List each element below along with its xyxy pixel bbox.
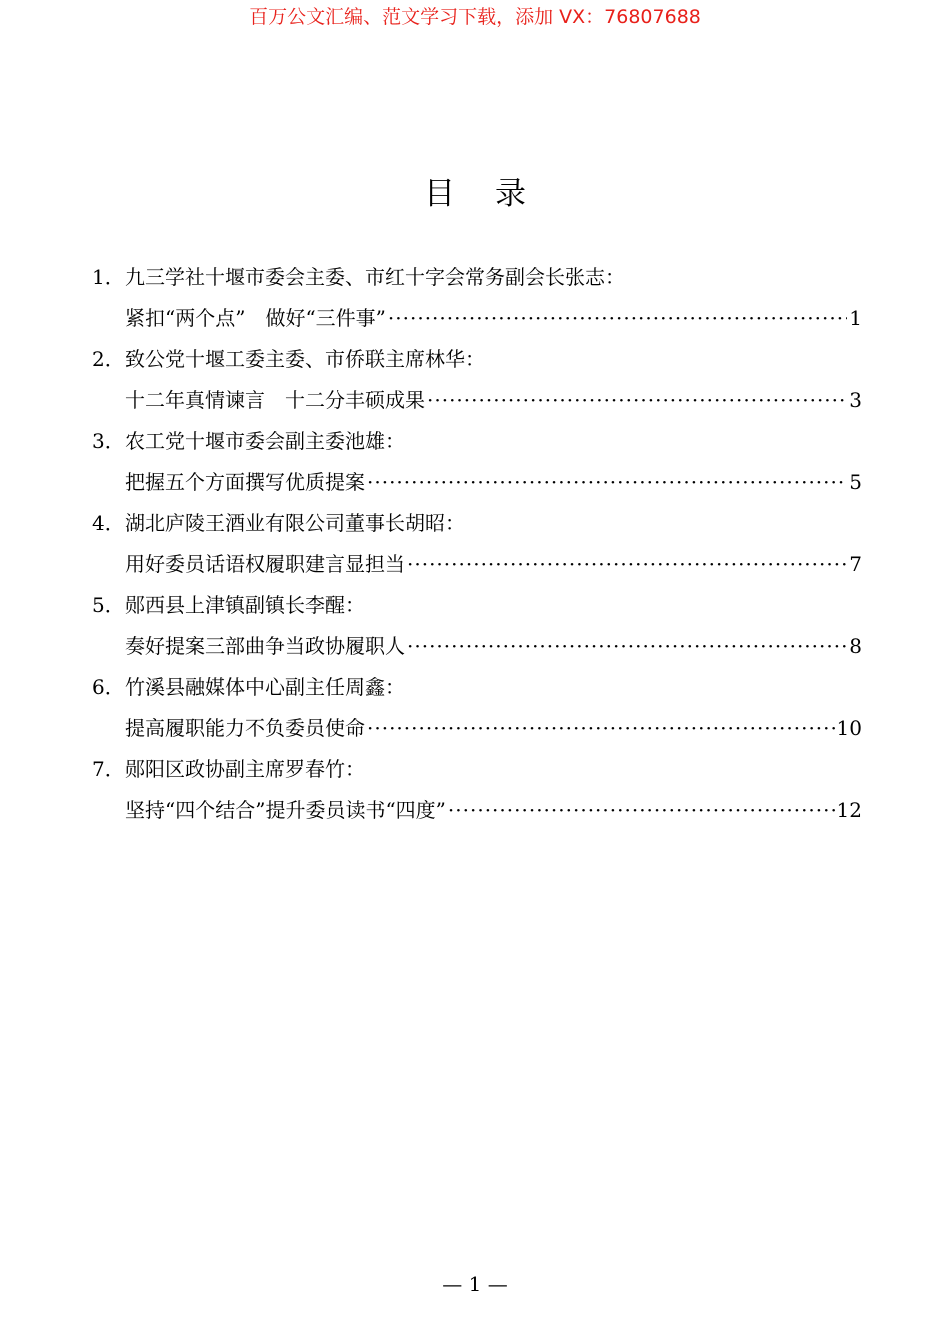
toc-entry-subtitle: 把握五个方面撰写优质提案 (125, 470, 365, 494)
toc-entry-number: 2． (92, 347, 125, 371)
toc-entry-number: 5． (92, 593, 125, 617)
toc-entry-author: 致公党十堰工委主委、市侨联主席林华： (125, 347, 485, 371)
toc-entry-number: 6． (92, 675, 125, 699)
dot-leader (388, 298, 847, 339)
toc-entry-author: 郧西县上津镇副镇长李醒： (125, 593, 365, 617)
toc-entry-page: 8 (849, 634, 862, 658)
table-of-contents (92, 257, 862, 831)
toc-entry-heading (92, 421, 862, 462)
toc-entry (92, 667, 862, 749)
toc-entry-number: 1． (92, 265, 125, 289)
toc-entry-heading (92, 503, 862, 544)
toc-entry (92, 585, 862, 667)
toc-entry-subtitle-line (92, 790, 862, 831)
toc-entry-heading (92, 257, 862, 298)
toc-entry-subtitle: 用好委员话语权履职建言显担当 (125, 552, 405, 576)
toc-entry-page: 12 (836, 798, 862, 822)
toc-entry-page: 3 (849, 388, 862, 412)
toc-entry-subtitle-line (92, 626, 862, 667)
toc-entry-subtitle: 坚持“四个结合”提升委员读书“四度” (125, 798, 446, 822)
toc-entry-page: 10 (836, 716, 862, 740)
toc-entry (92, 257, 862, 339)
toc-entry-subtitle: 提高履职能力不负委员使命 (125, 716, 365, 740)
dot-leader (367, 462, 847, 503)
toc-entry-author: 农工党十堰市委会副主委池雄： (125, 429, 405, 453)
dot-leader (448, 790, 835, 831)
dot-leader (407, 544, 847, 585)
toc-entry-number: 4． (92, 511, 125, 535)
toc-entry-heading (92, 339, 862, 380)
toc-entry-author: 九三学社十堰市委会主委、市红十字会常务副会长张志： (125, 265, 625, 289)
toc-entry-heading (92, 749, 862, 790)
toc-entry-subtitle-line (92, 462, 862, 503)
toc-entry-number: 7． (92, 757, 125, 781)
toc-entry-subtitle: 奏好提案三部曲争当政协履职人 (125, 634, 405, 658)
toc-entry-heading (92, 667, 862, 708)
dot-leader (407, 626, 847, 667)
toc-entry-subtitle: 十二年真情谏言 十二分丰硕成果 (125, 388, 425, 412)
toc-entry-subtitle-line (92, 298, 862, 339)
toc-entry-subtitle-line (92, 380, 862, 421)
toc-entry (92, 749, 862, 831)
toc-entry-number: 3． (92, 429, 125, 453)
toc-entry-author: 湖北庐陵王酒业有限公司董事长胡昭： (125, 511, 465, 535)
toc-entry-subtitle-line (92, 544, 862, 585)
toc-entry (92, 421, 862, 503)
download-banner: 百万公文汇编、范文学习下载，添加 VX：76807688 (249, 6, 701, 28)
page-title: 目录 (424, 176, 566, 212)
toc-entry-subtitle: 紧扣“两个点” 做好“三件事” (125, 306, 386, 330)
toc-entry-author: 郧阳区政协副主席罗春竹： (125, 757, 365, 781)
toc-entry (92, 503, 862, 585)
toc-entry-subtitle-line (92, 708, 862, 749)
toc-entry-page: 7 (849, 552, 862, 576)
toc-entry-page: 1 (849, 306, 862, 330)
dot-leader (367, 708, 835, 749)
page-number: — 1 — (442, 1272, 508, 1296)
toc-entry-page: 5 (849, 470, 862, 494)
toc-entry (92, 339, 862, 421)
toc-entry-heading (92, 585, 862, 626)
toc-entry-author: 竹溪县融媒体中心副主任周鑫： (125, 675, 405, 699)
dot-leader (427, 380, 847, 421)
